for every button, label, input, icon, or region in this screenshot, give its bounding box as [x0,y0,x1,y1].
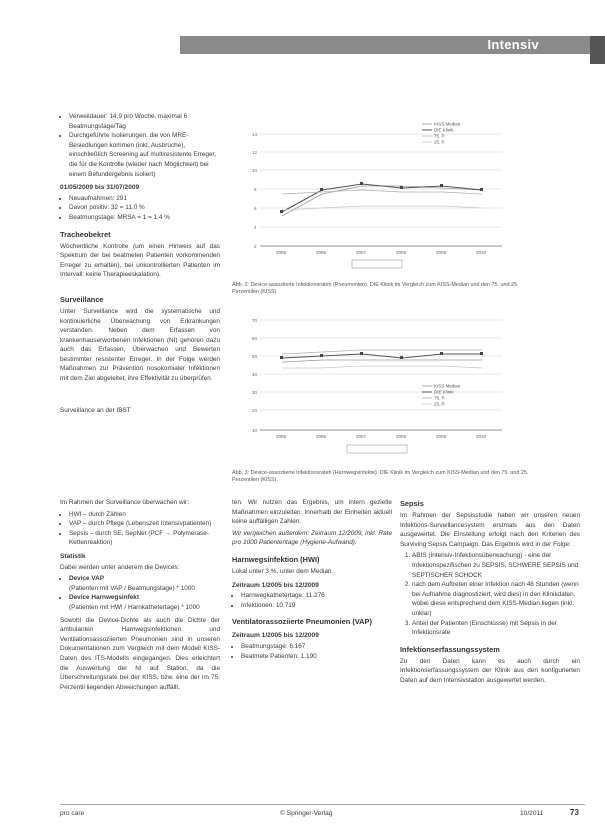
lead-paragraph-2: Wir vergleichen außerdem: Zeitraum 12/2009, inkl. Rate pro 1000 Patiententage (Hygiene-Aufwand). [232,529,392,547]
sepsis-paragraph: Im Rahmen der Sepsisstudie haben wir unseren neuen Infektions-Surveillancesystem erstmals aus den Daten ausgewertet. Die Einstellung erfolgt nach den Kriterien des Surviving Sepsis Campaign. Das Ergebnis wird in der Folge: [400,512,580,548]
closing-paragraph: Sowohl die Device-Dichte als auch die Dichte der ambulanten Harnwegsinfektionen und Ventilationsassoziierten Pneumonien sind in unseren Dokumentationen zum Vergleich mit dem Modell KISS-Daten des ITS-Modells eingegangen. Dies erleichtert die Auswertung der NI auf Station, da die Überschreitungsrate bei der KISS, bzw. eine der im 75. Perzentil liegenden Abweichungen auffällt. [60,616,220,691]
svg-text:4: 4 [254,225,257,230]
chart-hwi-svg [232,310,522,460]
item-name: Device VAP [69,575,105,583]
svg-text:2005: 2005 [276,250,287,255]
svg-text:2007: 2007 [356,434,367,439]
list-item: • Beatmete Patienten: 1.190 [241,652,392,662]
svg-text:10: 10 [252,428,258,433]
journal-name: pro care [60,810,85,817]
svg-text:20: 20 [252,408,258,413]
svg-text:50: 50 [252,354,258,359]
left-top-column [60,112,220,417]
legend-entry: 25. P. [434,401,446,407]
svg-text:2007: 2007 [356,250,367,255]
issue-label: 10/2011 [520,810,544,817]
footer-rule [60,804,585,805]
chart-vap [232,112,522,277]
legend-entry: 25. P. [434,139,446,145]
list-item [69,574,220,593]
svg-text:2009: 2009 [436,434,447,439]
svg-text:8: 8 [254,187,257,192]
svg-text:2: 2 [254,244,257,249]
svg-text:70: 70 [252,318,258,323]
period-heading: Zeitraum 1/2005 bis 12/2009 [232,581,319,589]
figure-caption-2: Abb. 3: Device-assoziierte Infektionsraten (Harnwegsinfekte). DIE Klinik im Vergleich zum KISS-Median und den 75. und 25. Perzentilen (KISS). [232,470,529,484]
svg-text:2006: 2006 [316,434,327,439]
item-text: (Patienten mit HWI / Harnkathetertage) * 1000 [69,603,200,611]
list-item: • Davon positiv: 32 = 11,0 % [69,203,220,213]
list-item: • Infektionen: 10.719 [241,601,392,611]
legend-entry: KISS Median [434,383,461,389]
svg-text:14: 14 [252,132,258,137]
surveillance-paragraph: Unter Surveillance wird die systematische und kontinuierliche Überwachung von Erkrankungen verstanden. Neben dem Erfassen von krankenhauserworbenen Infektionen (NI) gehören dazu auch das Erfassen, Überwachen und Bewerten bestimmter resistenter Erreger. In der Folge werden Maßnahmen zur Prävention nosokomialer Infektionen mit dem Ziel abgeleitet, ihre Effektivität zu überprüfen. [60,307,220,383]
sepsis-heading: Sepsis [400,499,424,508]
date-heading: 01/05/2009 bis 31/07/2009 [60,184,140,192]
intro-text: Im Rahmen der Surveillance überwachen wir: [60,499,189,506]
svg-text:2010: 2010 [476,250,487,255]
header-tab-marker [590,36,605,64]
list-item: • Beatmungstage: 6.167 [241,642,392,652]
bottom-middle-column [232,498,392,664]
svg-text:12: 12 [252,150,258,155]
statistik-text: Dabei werden unter anderem die Devices: [60,563,180,571]
hwi-text: Lokal unter 3 %, unter dem Median. [232,567,334,575]
svg-text:2009: 2009 [436,250,447,255]
page-footer [0,800,605,832]
svg-text:2008: 2008 [396,250,407,255]
item-name: Device Harnwegsinfekt [69,594,139,602]
list-item: • VAP – durch Pflege (Lebenszeit Intensivpatienten) [69,519,220,529]
svg-text:2008: 2008 [396,434,407,439]
header-band [180,36,605,54]
svg-text:60: 60 [252,336,258,341]
chart-hwi [232,310,522,460]
svg-text:30: 30 [252,390,258,395]
section-title: Intensiv [487,37,539,52]
list-item: • Sepsis – durch SE, SepNet (PCF → Polymerase-Kettenreaktion) [69,529,220,548]
bottom-right-column [400,498,580,688]
page-number: 73 [570,808,579,817]
statistik-heading: Statistik [60,552,86,560]
svg-text:40: 40 [252,372,258,377]
hwi-heading: Harnwegsinfektion (HWI) [232,554,320,564]
chart-vap-svg [232,112,522,277]
legend-entry: 75. P. [434,395,446,401]
lead-paragraph: ten. Wir nutzen das Ergebnis, um intern gezielte Maßnahmen einzuleiten. Innerhalb der Einheiten aktuell keine auffälligen Zahlen. [232,499,392,526]
list-item: • Beatmungstage: MRSA = 1 = 1,4 % [69,213,220,223]
figure-caption-1: Abb. 2: Device-assoziierte Infektionsraten (Pneumonien). DIE Klinik im Vergleich zum KISS-Median und den 75. und 25. Perzentilen (KISS) [232,282,519,296]
legend-entry: DIE Klinik [434,389,454,395]
svg-text:10: 10 [252,168,258,173]
surveillance-heading: Surveillance [60,294,104,304]
svg-text:2010: 2010 [476,434,487,439]
period-heading: Zeitraum 1/2005 bis 12/2009 [232,632,319,640]
infection-heading: Infektionserfassungssystem [400,644,500,654]
list-item [69,593,220,612]
svg-text:2006: 2006 [316,250,327,255]
bottom-left-column [60,498,220,694]
surveillance-line: Surveillance an der IBST [60,406,131,414]
list-item: • Verweildauer: 14,9 pro Woche, maximal 6 Beatmungstage/Tag [69,112,220,131]
infection-paragraph: Zu den Daten kann es auch durch ein Infektionserfassungssystem der Klinik aus den konfigurierten Daten auf dem Intensivstation ausgewertet werden. [400,657,580,684]
list-item: 3. Anteil der Patienten (Einschlüsse) mit Sepsis in der Infektionsrate [412,619,580,638]
legend-entry: DIE Klinik [434,127,454,133]
list-item: 1. ABIS (Intensiv-Infektionsüberwachung) - eine der Infektionspezifischen zu SEPSIS, SCHWERE SEPSIS und SEPTISCHER SCHOCK [412,551,580,580]
list-item: • Neuaufnahmen: 291 [69,194,220,204]
list-item: • Durchgeführte Isolierungen, die von MRE-Besiedlungen kommen (inkl. Ausbrüche), einschließlich Screening auf multiresistente Erreger, die für die Kontrolle (wieder nach Möglichkeit) bei einem Befundergebnis isoliert) [69,131,220,179]
trach-heading: Tracheobekret [60,229,111,239]
list-item: • Harnwegkathetertage: 11.276 [241,591,392,601]
svg-text:2005: 2005 [276,434,287,439]
list-item: 2. nach dem Auftreten einer Infektion nach 48 Stunden (wenn bei Aufnahme diagnostiziert, wird dies) in den Klinikdaten, wobei diese entsprechend dem KISS-Median liegen (inkl. unklar) [412,580,580,618]
trach-paragraph: Wöchentliche Kontrolle (um einen Hinweis auf das Spektrum der bei beatmeten Patienten vorkommenden Erreger zu erhalten), bei unkontrollierten Patienten im Intervall: keine Therapieeskalation). [60,242,220,279]
item-text: (Patienten mit VAP / Beatmungstage) * 1000 [69,584,195,592]
vap-heading: Ventilatorassoziierte Pneumonien (VAP) [232,617,372,627]
page-header [0,0,605,72]
publisher-name: © Springer-Verlag [280,810,333,817]
list-item: • HWI – durch Zählen [69,510,220,520]
legend-entry: KISS Median [434,121,461,127]
legend-entry: 75. P. [434,133,446,139]
svg-text:6: 6 [254,206,257,211]
